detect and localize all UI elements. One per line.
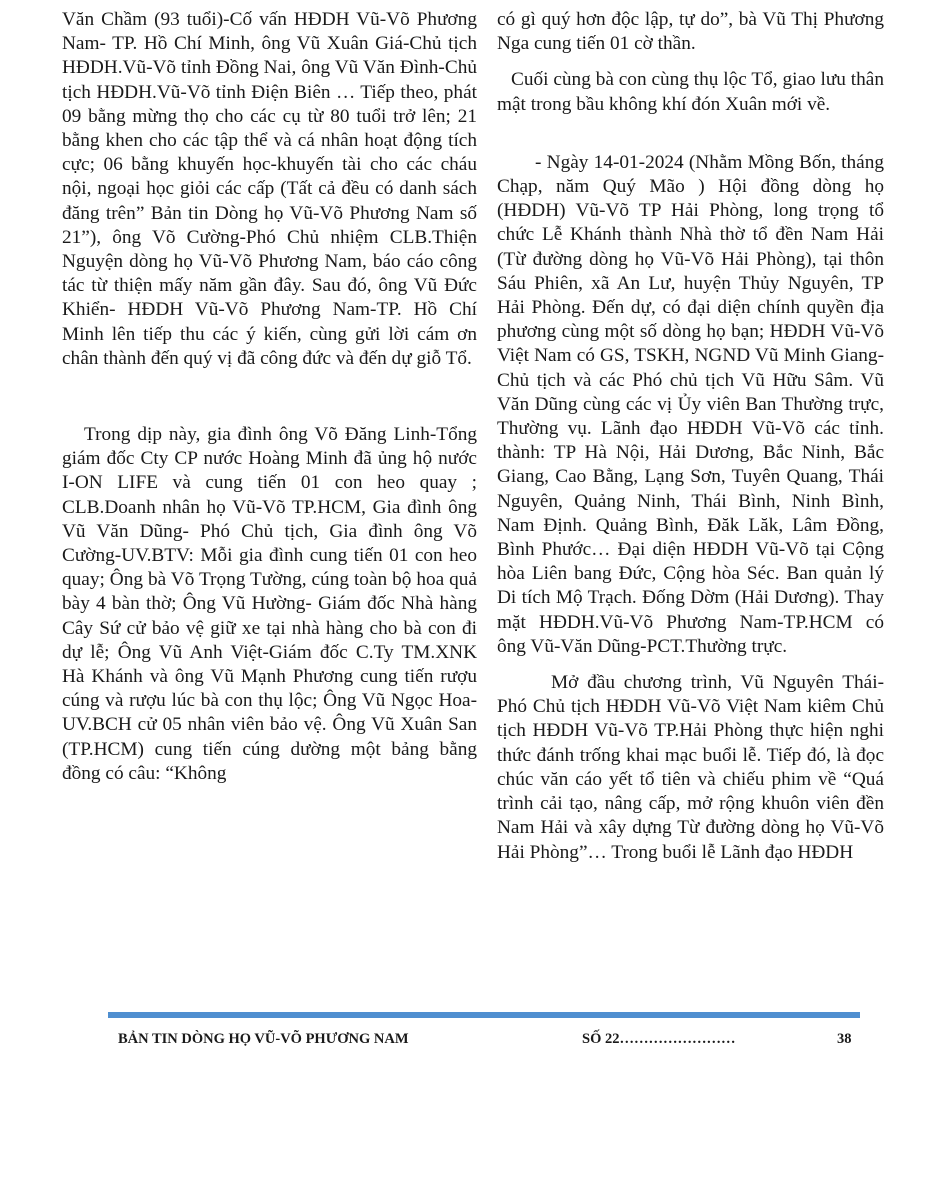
footer-divider <box>108 1012 860 1018</box>
right-column <box>497 8 884 865</box>
left-paragraph-1: Văn Chầm (93 tuổi)-Cố vấn HĐDH Vũ-Võ Phương Nam- TP. Hồ Chí Minh, ông Vũ Xuân Giá-Chủ tịch HĐDH.Vũ-Võ tỉnh Đồng Nai, ông Vũ Văn Đình-Chủ tịch HĐDH.Vũ-Võ tỉnh Điện Biên … Tiếp theo, phát 09 bằng mừng thọ cho các cụ từ 80 tuổi trở lên; 21 bằng khen cho các tập thể và cá nhân hoạt động tích cực; 06 bằng khuyến học-khuyến tài cho các cháu nội, ngoại học giỏi các cấp (Tất cả đều có danh sách đăng trên” Bản tin Dòng họ Vũ-Võ Phương Nam số 21”), ông Võ Cường-Phó Chủ nhiệm CLB.Thiện Nguyện dòng họ Vũ-Võ Phương Nam, báo cáo công tác từ thiện mấy năm gần đây. Sau đó, ông Vũ Đức Khiển- HĐDH Vũ-Võ Phương Nam-TP. Hồ Chí Minh lên tiếp thu các ý kiến, cùng gửi lời cám ơn chân thành đến quý vị đã công đức và đến dự giỗ Tổ. <box>62 9 477 369</box>
right-paragraph-3: - Ngày 14-01-2024 (Nhằm Mồng Bốn, tháng Chạp, năm Quý Mão ) Hội đồng dòng họ (HĐDH) Vũ-Võ TP Hải Phòng, long trọng tổ chức Lễ Khánh thành Nhà thờ tổ đền Nam Hải (Từ đường dòng họ Vũ-Võ Hải Phòng), tại thôn Sáu Phiên, xã An Lư, huyện Thủy Nguyên, TP Hải Phòng. Đến dự, có đại diện chính quyền địa phương cùng một số dòng họ bạn; HĐDH Vũ-Võ Việt Nam có GS, TSKH, NGND Vũ Minh Giang-Chủ tịch và các Phó chủ tịch Vũ Hữu Sâm. Vũ Văn Dũng cùng các vị Ủy viên Ban Thường trực, Thường vụ. Lãnh đạo HĐDH Vũ-Võ các tỉnh. thành: TP Hà Nội, Hải Dương, Bắc Ninh, Bắc Giang, Cao Bằng, Lạng Sơn, Tuyên Quang, Thái Nguyên, Quảng Ninh, Thái Bình, Ninh Bình, Nam Định. Quảng Bình, Đăk Lăk, Lâm Đồng, Bình Phước… Đại diện HĐDH Vũ-Võ tại Cộng hòa Liên bang Đức, Cộng hòa Séc. Ban quản lý Di tích Mộ Trạch. Đống Dờm (Hải Dương). Thay mặt HĐDH.Vũ-Võ Phương Nam-TP.HCM có ông Vũ-Văn Dũng-PCT.Thường trực. <box>497 151 884 657</box>
paragraph-spacer <box>62 371 477 423</box>
left-column <box>62 8 477 786</box>
footer-issue-number: SỐ 22…………………… <box>582 1031 736 1047</box>
right-paragraph-1: có gì quý hơn độc lập, tự do”, bà Vũ Thị Phương Nga cung tiến 01 cờ thần. <box>497 9 884 55</box>
right-paragraph-2: Cuối cùng bà con cùng thụ lộc Tổ, giao lưu thân mật trong bầu không khí đón Xuân mới về. <box>497 69 884 115</box>
left-paragraph-2: Trong dịp này, gia đình ông Võ Đăng Linh-Tổng giám đốc Cty CP nước Hoàng Minh đã ủng hộ nước I-ON LIFE và cung tiến 01 con heo quay ; CLB.Doanh nhân họ Vũ-Võ TP.HCM, Gia đình ông Vũ Văn Dũng- Phó Chủ tịch, Gia đình ông Võ Cường-UV.BTV: Mỗi gia đình cung tiến 01 con heo quay; Ông bà Võ Trọng Tường, cúng toàn bộ hoa quả bày 4 bàn thờ; Ông Vũ Hường- Giám đốc Nhà hàng Cây Sứ cử bảo vệ giữ xe tại nhà hàng cho bà con đi dự lễ; Ông Vũ Anh Việt-Giám đốc C.Ty TM.XNK Hà Khánh và ông Vũ Mạnh Phương cung tiến rượu cúng và rượu lúc bà con thụ lộc; Ông Vũ Ngọc Hoa-UV.BCH cử 05 nhân viên bảo vệ. Ông Vũ Xuân San (TP.HCM) cung tiến cúng dường một bảng bằng đồng có câu: “Không <box>62 424 477 784</box>
page-number: 38 <box>837 1031 852 1047</box>
paragraph-spacer <box>497 117 884 151</box>
paragraph-spacer <box>497 659 884 671</box>
paragraph-spacer <box>497 56 884 68</box>
footer-publication-title: BẢN TIN DÒNG HỌ VŨ-VÕ PHƯƠNG NAM <box>118 1031 409 1047</box>
right-paragraph-4: Mở đầu chương trình, Vũ Nguyên Thái-Phó Chủ tịch HĐDH Vũ-Võ Việt Nam kiêm Chủ tịch HĐDH Vũ-Võ TP.Hải Phòng thực hiện nghi thức đánh trống khai mạc buổi lễ. Tiếp đó, là đọc chúc văn cáo yết tổ tiên và chiếu phim về “Quá trình cải tạo, nâng cấp, mở rộng khuôn viên đền Nam Hải và xây dựng Từ đường dòng họ Vũ-Võ Hải Phòng”… Trong buổi lễ Lãnh đạo HĐDH <box>497 672 884 863</box>
